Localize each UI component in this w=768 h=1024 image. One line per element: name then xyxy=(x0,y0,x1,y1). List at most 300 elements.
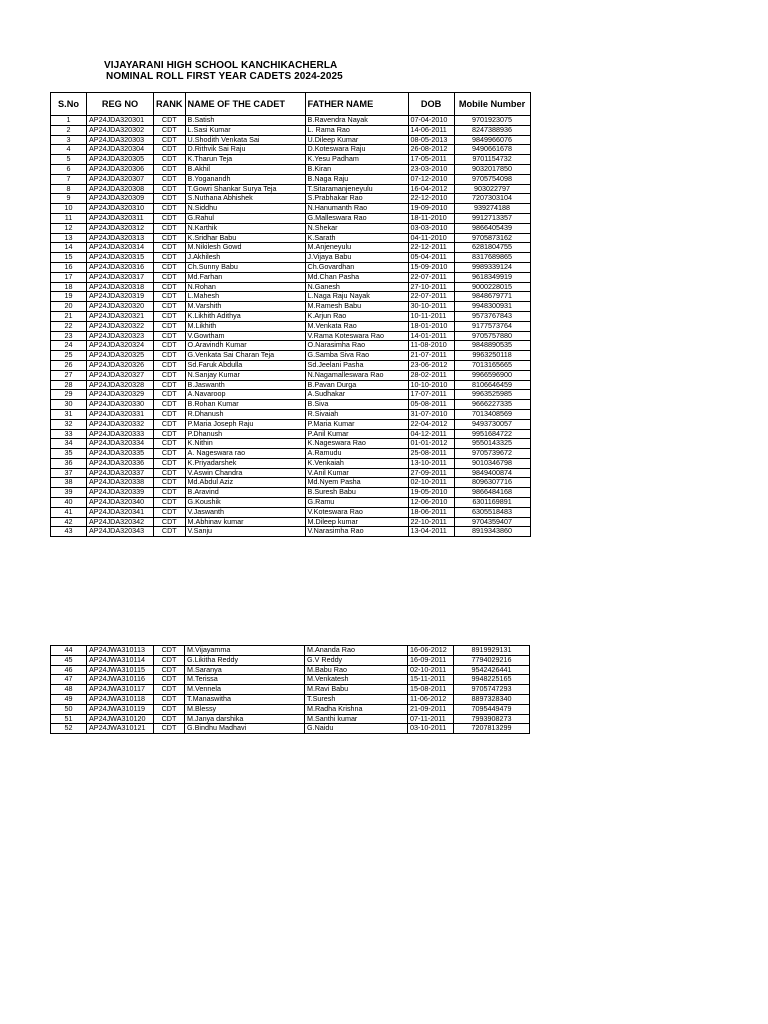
cell-reg-no: AP24JDA320325 xyxy=(87,351,154,361)
cell-mobile: 9032017850 xyxy=(454,164,530,174)
cell-mobile: 9866484168 xyxy=(454,488,530,498)
cell-father-name: N.Shekar xyxy=(305,223,408,233)
cell-rank: CDT xyxy=(154,449,186,459)
cell-cadet-name: B.Rohan Kumar xyxy=(185,400,305,410)
cell-mobile: 8247388936 xyxy=(454,125,530,135)
cell-rank: CDT xyxy=(154,724,185,734)
cell-sno: 2 xyxy=(51,125,87,135)
cell-mobile: 7794029216 xyxy=(454,655,530,665)
cell-cadet-name: K.Tharun Teja xyxy=(185,155,305,165)
cell-sno: 43 xyxy=(51,527,87,537)
cell-reg-no: AP24JDA320304 xyxy=(87,145,154,155)
cell-father-name: M.Ramesh Babu xyxy=(305,302,408,312)
cell-dob: 14-01-2011 xyxy=(408,331,454,341)
cell-father-name: B.Suresh Babu xyxy=(305,488,408,498)
cell-sno: 5 xyxy=(51,155,87,165)
cell-sno: 32 xyxy=(51,419,87,429)
cell-cadet-name: M.Likhith xyxy=(185,321,305,331)
table-row xyxy=(51,488,531,498)
cell-cadet-name: V.Jaswanth xyxy=(185,507,305,517)
cell-rank: CDT xyxy=(154,360,186,370)
cell-mobile: 9701923075 xyxy=(454,116,530,126)
cell-dob: 10-10-2010 xyxy=(408,380,454,390)
cell-sno: 46 xyxy=(51,665,87,675)
table-header-row xyxy=(51,93,531,116)
table-row xyxy=(51,262,531,272)
cell-reg-no: AP24JDA320306 xyxy=(87,164,154,174)
cell-dob: 13-10-2011 xyxy=(408,458,454,468)
cell-dob: 14-06-2011 xyxy=(408,125,454,135)
table-row xyxy=(51,694,530,704)
cell-father-name: Md.Nyem Pasha xyxy=(305,478,408,488)
table-row xyxy=(51,204,531,214)
cell-dob: 07-11-2011 xyxy=(408,714,454,724)
table-row xyxy=(51,164,531,174)
table-row xyxy=(51,223,531,233)
cell-rank: CDT xyxy=(154,458,186,468)
cell-sno: 47 xyxy=(51,675,87,685)
cell-rank: CDT xyxy=(154,194,186,204)
cell-reg-no: AP24JDA320329 xyxy=(87,390,154,400)
cell-father-name: K.Sarath xyxy=(305,233,408,243)
cell-mobile: 8317689865 xyxy=(454,253,530,263)
cell-dob: 05-04-2011 xyxy=(408,253,454,263)
cell-reg-no: AP24JDA320317 xyxy=(87,272,154,282)
header-sno: S.No xyxy=(51,93,87,116)
cell-rank: CDT xyxy=(154,646,185,656)
cell-mobile: 9704359407 xyxy=(454,517,530,527)
cell-reg-no: AP24JDA320312 xyxy=(87,223,154,233)
cell-reg-no: AP24JDA320318 xyxy=(87,282,154,292)
cell-reg-no: AP24JDA320310 xyxy=(87,204,154,214)
table-row xyxy=(51,135,531,145)
cell-father-name: G.V Reddy xyxy=(305,655,408,665)
table-row xyxy=(51,174,531,184)
cell-cadet-name: G.Likitha Reddy xyxy=(185,655,305,665)
cell-father-name: G.Naidu xyxy=(305,724,408,734)
cell-reg-no: AP24JDA320335 xyxy=(87,449,154,459)
cell-sno: 31 xyxy=(51,409,87,419)
cell-cadet-name: Sd.Faruk Abdulla xyxy=(185,360,305,370)
cell-mobile: 9963250118 xyxy=(454,351,530,361)
cell-rank: CDT xyxy=(154,243,186,253)
cell-sno: 9 xyxy=(51,194,87,204)
cell-rank: CDT xyxy=(154,262,186,272)
cell-cadet-name: O.Aravindh Kumar xyxy=(185,341,305,351)
cell-cadet-name: B.Jaswanth xyxy=(185,380,305,390)
header-reg-no: REG NO xyxy=(87,93,154,116)
cell-rank: CDT xyxy=(154,341,186,351)
cell-mobile: 9849966076 xyxy=(454,135,530,145)
table-row xyxy=(51,724,530,734)
cell-mobile: 9848679771 xyxy=(454,292,530,302)
cell-dob: 13-04-2011 xyxy=(408,527,454,537)
cell-mobile: 9542426441 xyxy=(454,665,530,675)
cell-father-name: V.Rama Koteswara Rao xyxy=(305,331,408,341)
cell-dob: 11-08-2010 xyxy=(408,341,454,351)
school-title: VIJAYARANI HIGH SCHOOL KANCHIKACHERLA xyxy=(104,60,338,71)
cell-dob: 16-06-2012 xyxy=(408,646,454,656)
cell-sno: 27 xyxy=(51,370,87,380)
cell-reg-no: AP24JWA310115 xyxy=(87,665,154,675)
cell-father-name: N.Ganesh xyxy=(305,282,408,292)
cell-mobile: 8919929131 xyxy=(454,646,530,656)
cell-dob: 15-11-2011 xyxy=(408,675,454,685)
cell-cadet-name: N.Siddhu xyxy=(185,204,305,214)
cell-cadet-name: G.Venkata Sai Charan Teja xyxy=(185,351,305,361)
cell-rank: CDT xyxy=(154,704,185,714)
cell-sno: 6 xyxy=(51,164,87,174)
table-row xyxy=(51,125,531,135)
cell-cadet-name: V.Gowtham xyxy=(185,331,305,341)
cell-father-name: M.Santhi kumar xyxy=(305,714,408,724)
cell-reg-no: AP24JWA310121 xyxy=(87,724,154,734)
table-row xyxy=(51,282,531,292)
cell-father-name: B.Kiran xyxy=(305,164,408,174)
cell-cadet-name: K.Likhith Adithya xyxy=(185,311,305,321)
cell-father-name: M.Anjeneyulu xyxy=(305,243,408,253)
cell-rank: CDT xyxy=(154,370,186,380)
cell-dob: 11-06-2012 xyxy=(408,694,454,704)
cell-reg-no: AP24JDA320337 xyxy=(87,468,154,478)
cell-sno: 24 xyxy=(51,341,87,351)
cell-rank: CDT xyxy=(154,439,186,449)
cell-mobile: 9705739672 xyxy=(454,449,530,459)
cell-father-name: V.Anil Kumar xyxy=(305,468,408,478)
table-row xyxy=(51,351,531,361)
cell-dob: 22-04-2012 xyxy=(408,419,454,429)
cell-father-name: B.Pavan Durga xyxy=(305,380,408,390)
table-row xyxy=(51,321,531,331)
cell-dob: 18-11-2010 xyxy=(408,213,454,223)
cell-cadet-name: M.Terissa xyxy=(185,675,305,685)
cell-cadet-name: B.Yoganandh xyxy=(185,174,305,184)
cell-reg-no: AP24JDA320301 xyxy=(87,116,154,126)
cell-rank: CDT xyxy=(154,665,185,675)
cell-sno: 25 xyxy=(51,351,87,361)
cell-sno: 4 xyxy=(51,145,87,155)
cell-mobile: 8106646459 xyxy=(454,380,530,390)
table-row xyxy=(51,370,531,380)
table-row xyxy=(51,400,531,410)
cell-sno: 13 xyxy=(51,233,87,243)
cell-dob: 15-09-2010 xyxy=(408,262,454,272)
table-row xyxy=(51,704,530,714)
cell-cadet-name: V.Sanju xyxy=(185,527,305,537)
cell-reg-no: AP24JDA320327 xyxy=(87,370,154,380)
cell-mobile: 9705757880 xyxy=(454,331,530,341)
cell-cadet-name: L.Mahesh xyxy=(185,292,305,302)
cell-cadet-name: K.Nithin xyxy=(185,439,305,449)
cell-father-name: A.Ramudu xyxy=(305,449,408,459)
cell-rank: CDT xyxy=(154,527,186,537)
cell-reg-no: AP24JDA320336 xyxy=(87,458,154,468)
cell-rank: CDT xyxy=(154,302,186,312)
cell-sno: 51 xyxy=(51,714,87,724)
cell-reg-no: AP24JDA320332 xyxy=(87,419,154,429)
cell-mobile: 9848890535 xyxy=(454,341,530,351)
cell-mobile: 9618349919 xyxy=(454,272,530,282)
cell-sno: 17 xyxy=(51,272,87,282)
cell-rank: CDT xyxy=(154,468,186,478)
cell-reg-no: AP24JWA310118 xyxy=(87,694,154,704)
cell-mobile: 7013408569 xyxy=(454,409,530,419)
cell-dob: 12-06-2010 xyxy=(408,498,454,508)
cell-sno: 50 xyxy=(51,704,87,714)
cell-cadet-name: K.Sridhar Babu xyxy=(185,233,305,243)
cell-cadet-name: B.Akhil xyxy=(185,164,305,174)
table-row xyxy=(51,331,531,341)
table-row xyxy=(51,194,531,204)
cell-mobile: 9550143325 xyxy=(454,439,530,449)
table-row xyxy=(51,498,531,508)
cell-cadet-name: S.Nuthana Abhishek xyxy=(185,194,305,204)
cell-sno: 18 xyxy=(51,282,87,292)
cell-mobile: 6281804755 xyxy=(454,243,530,253)
cell-rank: CDT xyxy=(154,351,186,361)
cell-sno: 15 xyxy=(51,253,87,263)
cell-mobile: 6305518483 xyxy=(454,507,530,517)
cell-sno: 37 xyxy=(51,468,87,478)
cell-cadet-name: N.Sanjay Kumar xyxy=(185,370,305,380)
cell-rank: CDT xyxy=(154,233,186,243)
cell-reg-no: AP24JWA310116 xyxy=(87,675,154,685)
cell-sno: 14 xyxy=(51,243,87,253)
cell-sno: 33 xyxy=(51,429,87,439)
cell-father-name: J.Vijaya Babu xyxy=(305,253,408,263)
cell-father-name: Ch.Govardhan xyxy=(305,262,408,272)
table-row xyxy=(51,675,530,685)
table-row xyxy=(51,292,531,302)
cell-dob: 19-09-2010 xyxy=(408,204,454,214)
table-row xyxy=(51,380,531,390)
nominal-roll-table-continued xyxy=(50,645,530,734)
cell-reg-no: AP24JDA320333 xyxy=(87,429,154,439)
cell-reg-no: AP24JDA320343 xyxy=(87,527,154,537)
cell-dob: 16-09-2011 xyxy=(408,655,454,665)
cell-reg-no: AP24JDA320340 xyxy=(87,498,154,508)
cell-father-name: M.Radha Krishna xyxy=(305,704,408,714)
cell-reg-no: AP24JWA310120 xyxy=(87,714,154,724)
cell-reg-no: AP24JDA320302 xyxy=(87,125,154,135)
cell-rank: CDT xyxy=(154,292,186,302)
cell-mobile: 9573767843 xyxy=(454,311,530,321)
table-row xyxy=(51,213,531,223)
cell-dob: 21-07-2011 xyxy=(408,351,454,361)
table-row xyxy=(51,302,531,312)
cell-dob: 22-07-2011 xyxy=(408,272,454,282)
cell-rank: CDT xyxy=(154,282,186,292)
header-mobile: Mobile Number xyxy=(454,93,530,116)
cell-dob: 22-07-2011 xyxy=(408,292,454,302)
cell-father-name: S.Prabhakar Rao xyxy=(305,194,408,204)
cell-father-name: Md.Chan Pasha xyxy=(305,272,408,282)
cell-dob: 21-09-2011 xyxy=(408,704,454,714)
cell-rank: CDT xyxy=(154,488,186,498)
cell-mobile: 8096307716 xyxy=(454,478,530,488)
cell-dob: 02-10-2011 xyxy=(408,478,454,488)
cell-rank: CDT xyxy=(154,311,186,321)
cell-father-name: Sd.Jeelani Pasha xyxy=(305,360,408,370)
cell-dob: 03-10-2011 xyxy=(408,724,454,734)
cell-reg-no: AP24JDA320334 xyxy=(87,439,154,449)
cell-father-name: B.Naga Raju xyxy=(305,174,408,184)
cell-sno: 22 xyxy=(51,321,87,331)
cell-father-name: A.Sudhakar xyxy=(305,390,408,400)
cell-rank: CDT xyxy=(154,253,186,263)
cell-reg-no: AP24JDA320342 xyxy=(87,517,154,527)
cell-dob: 27-09-2011 xyxy=(408,468,454,478)
cell-sno: 30 xyxy=(51,400,87,410)
cell-dob: 27-10-2011 xyxy=(408,282,454,292)
cell-reg-no: AP24JWA310113 xyxy=(87,646,154,656)
cell-sno: 1 xyxy=(51,116,87,126)
cell-rank: CDT xyxy=(154,380,186,390)
cell-sno: 28 xyxy=(51,380,87,390)
cell-dob: 25-08-2011 xyxy=(408,449,454,459)
cell-dob: 10-11-2011 xyxy=(408,311,454,321)
cell-cadet-name: M.Blessy xyxy=(185,704,305,714)
cell-mobile: 6301169891 xyxy=(454,498,530,508)
cell-father-name: G.Malleswara Rao xyxy=(305,213,408,223)
cell-rank: CDT xyxy=(154,655,185,665)
cell-rank: CDT xyxy=(154,419,186,429)
cell-cadet-name: Md.Abdul Aziz xyxy=(185,478,305,488)
cell-cadet-name: G.Rahul xyxy=(185,213,305,223)
cell-sno: 8 xyxy=(51,184,87,194)
cell-cadet-name: M.Janya darshika xyxy=(185,714,305,724)
cell-cadet-name: A. Nageswara rao xyxy=(185,449,305,459)
cell-dob: 17-05-2011 xyxy=(408,155,454,165)
cell-rank: CDT xyxy=(154,164,186,174)
cell-rank: CDT xyxy=(154,694,185,704)
cell-cadet-name: G.Bindhu Madhavi xyxy=(185,724,305,734)
table-row xyxy=(51,360,531,370)
cell-cadet-name: V.Aswin Chandra xyxy=(185,468,305,478)
cell-sno: 49 xyxy=(51,694,87,704)
cell-reg-no: AP24JDA320314 xyxy=(87,243,154,253)
table-row xyxy=(51,517,531,527)
cell-cadet-name: A.Navaroop xyxy=(185,390,305,400)
cell-sno: 26 xyxy=(51,360,87,370)
table-row xyxy=(51,507,531,517)
cell-father-name: T.Suresh xyxy=(305,694,408,704)
cell-cadet-name: U.Shodith Venkata Sai xyxy=(185,135,305,145)
cell-mobile: 7013165665 xyxy=(454,360,530,370)
cell-reg-no: AP24JDA320339 xyxy=(87,488,154,498)
cell-sno: 39 xyxy=(51,488,87,498)
cell-cadet-name: P.Dhanush xyxy=(185,429,305,439)
cell-mobile: 8897328340 xyxy=(454,694,530,704)
cell-reg-no: AP24JWA310114 xyxy=(87,655,154,665)
cell-father-name: M.Babu Rao xyxy=(305,665,408,675)
cell-father-name: G.Ramu xyxy=(305,498,408,508)
table-row xyxy=(51,458,531,468)
cell-dob: 08-05-2013 xyxy=(408,135,454,145)
cell-reg-no: AP24JDA320324 xyxy=(87,341,154,351)
cell-cadet-name: J.Akhilesh xyxy=(185,253,305,263)
cell-mobile: 9490661678 xyxy=(454,145,530,155)
cell-father-name: N.Nagamalleswara Rao xyxy=(305,370,408,380)
cell-dob: 03-03-2010 xyxy=(408,223,454,233)
cell-father-name: B.Siva xyxy=(305,400,408,410)
cell-father-name: L.Naga Raju Nayak xyxy=(305,292,408,302)
table-row xyxy=(51,449,531,459)
cell-sno: 23 xyxy=(51,331,87,341)
cell-mobile: 9849400874 xyxy=(454,468,530,478)
cell-mobile: 9705873162 xyxy=(454,233,530,243)
table-row xyxy=(51,439,531,449)
cell-mobile: 9705754098 xyxy=(454,174,530,184)
cell-sno: 52 xyxy=(51,724,87,734)
cell-rank: CDT xyxy=(154,429,186,439)
cell-rank: CDT xyxy=(154,409,186,419)
cell-father-name: T.Sitaramanjeneyulu xyxy=(305,184,408,194)
cell-rank: CDT xyxy=(154,125,186,135)
cell-cadet-name: Ch.Sunny Babu xyxy=(185,262,305,272)
cell-cadet-name: M.Saranya xyxy=(185,665,305,675)
cell-sno: 10 xyxy=(51,204,87,214)
cell-cadet-name: M.Nikilesh Gowd xyxy=(185,243,305,253)
cell-cadet-name: T.Manaswitha xyxy=(185,694,305,704)
cell-father-name: M.Ravi Babu xyxy=(305,685,408,695)
cell-father-name: G.Samba Siva Rao xyxy=(305,351,408,361)
cell-cadet-name: M.Varshith xyxy=(185,302,305,312)
cell-sno: 34 xyxy=(51,439,87,449)
cell-reg-no: AP24JDA320311 xyxy=(87,213,154,223)
cell-rank: CDT xyxy=(154,517,186,527)
cell-mobile: 903022797 xyxy=(454,184,530,194)
cell-father-name: P.Maria Kumar xyxy=(305,419,408,429)
cell-dob: 23-03-2010 xyxy=(408,164,454,174)
cell-rank: CDT xyxy=(154,223,186,233)
cell-rank: CDT xyxy=(154,135,186,145)
cell-sno: 45 xyxy=(51,655,87,665)
cell-sno: 21 xyxy=(51,311,87,321)
cell-reg-no: AP24JDA320331 xyxy=(87,409,154,419)
cell-father-name: U.Dileep Kumar xyxy=(305,135,408,145)
cell-rank: CDT xyxy=(154,390,186,400)
cell-sno: 41 xyxy=(51,507,87,517)
cell-mobile: 9177573764 xyxy=(454,321,530,331)
cell-mobile: 9701154732 xyxy=(454,155,530,165)
cell-dob: 04-12-2011 xyxy=(408,429,454,439)
cell-sno: 48 xyxy=(51,685,87,695)
table-row xyxy=(51,155,531,165)
table-row xyxy=(51,478,531,488)
cell-mobile: 9948300931 xyxy=(454,302,530,312)
cell-reg-no: AP24JDA320320 xyxy=(87,302,154,312)
header-cadet-name: NAME OF THE CADET xyxy=(185,93,305,116)
cell-dob: 15-08-2011 xyxy=(408,685,454,695)
table-row xyxy=(51,184,531,194)
cell-cadet-name: M.Abhinav kumar xyxy=(185,517,305,527)
cell-sno: 38 xyxy=(51,478,87,488)
cell-cadet-name: B.Satish xyxy=(185,116,305,126)
table-row xyxy=(51,311,531,321)
cell-sno: 36 xyxy=(51,458,87,468)
cell-father-name: K.Yesu Padham xyxy=(305,155,408,165)
cell-cadet-name: N.Karthik xyxy=(185,223,305,233)
cell-rank: CDT xyxy=(154,685,185,695)
cell-father-name: K.Venkaiah xyxy=(305,458,408,468)
cell-sno: 11 xyxy=(51,213,87,223)
cell-sno: 44 xyxy=(51,646,87,656)
table-row xyxy=(51,243,531,253)
cell-dob: 01-01-2012 xyxy=(408,439,454,449)
cell-dob: 04-11-2010 xyxy=(408,233,454,243)
cell-sno: 7 xyxy=(51,174,87,184)
